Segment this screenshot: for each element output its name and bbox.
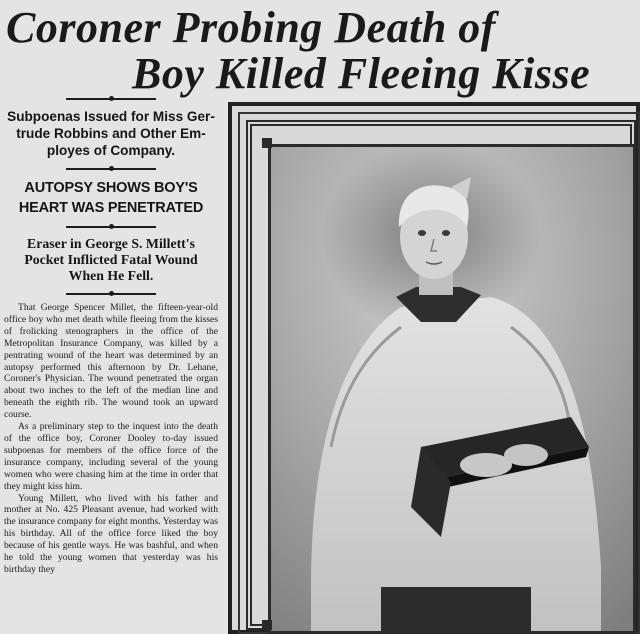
deck-line: ployes of Company. — [46, 143, 176, 158]
column-rule-3 — [66, 226, 156, 228]
deck-line: HEART WAS PENETRATED — [18, 200, 204, 216]
column-rule-1 — [66, 98, 156, 100]
article-column — [0, 96, 222, 632]
column-rule-2 — [66, 168, 156, 170]
article-body — [4, 302, 218, 576]
deck-autopsy — [0, 178, 222, 218]
deck-line: When He Fell. — [68, 268, 154, 283]
boy-portrait-image — [271, 147, 633, 631]
paragraph-2: As a preliminary step to the inquest into the death of the office boy, Coroner Dooley to-day issued subpoenas for members of the office force of the insurance company, including several of the young women who were chasing him at the time in order that they might kiss him. — [4, 421, 218, 492]
headline-line-2: Boy Killed Fleeing Kisse — [132, 49, 591, 98]
deck-line: trude Robbins and Other Em- — [16, 126, 206, 141]
deck-line: Pocket Inflicted Fatal Wound — [24, 252, 198, 267]
deck-line: Eraser in George S. Millett's — [27, 236, 195, 251]
headline-line-1: Coroner Probing Death of — [6, 3, 496, 52]
portrait-photo — [268, 144, 636, 634]
frame-corner-ornament — [262, 138, 272, 148]
deck-eraser — [0, 236, 222, 284]
deck-line: Subpoenas Issued for Miss Ger- — [7, 109, 215, 124]
column-rule-4 — [66, 293, 156, 295]
frame-corner-ornament — [262, 620, 272, 630]
paragraph-1: That George Spencer Millet, the fifteen-year-old office boy who met death while fleeing from the kisses of frolicking stenographers in the office of the Metropolitan Insurance Company, was killed by a pentrating wound of the heart was determined by an autopsy performed this afternoon by Dr. Lehane, Coroner's Physician. The wound penetrated the organ about two inches to the left of the median line and beneath the eighth rib. The wound took an upward course. — [4, 302, 218, 421]
photo-frame — [228, 102, 640, 634]
deck-subpoenas — [0, 108, 222, 159]
paragraph-3: Young Millett, who lived with his father and mother at No. 425 Pleasant avenue, had worked with the insurance company for eight months. Yesterday was his birthday. All of the office force liked the boy because of his gentle ways. He was bashful, and when he told the young women that yesterday was his birthday they — [4, 492, 218, 575]
deck-line: AUTOPSY SHOWS BOY'S — [24, 180, 198, 196]
